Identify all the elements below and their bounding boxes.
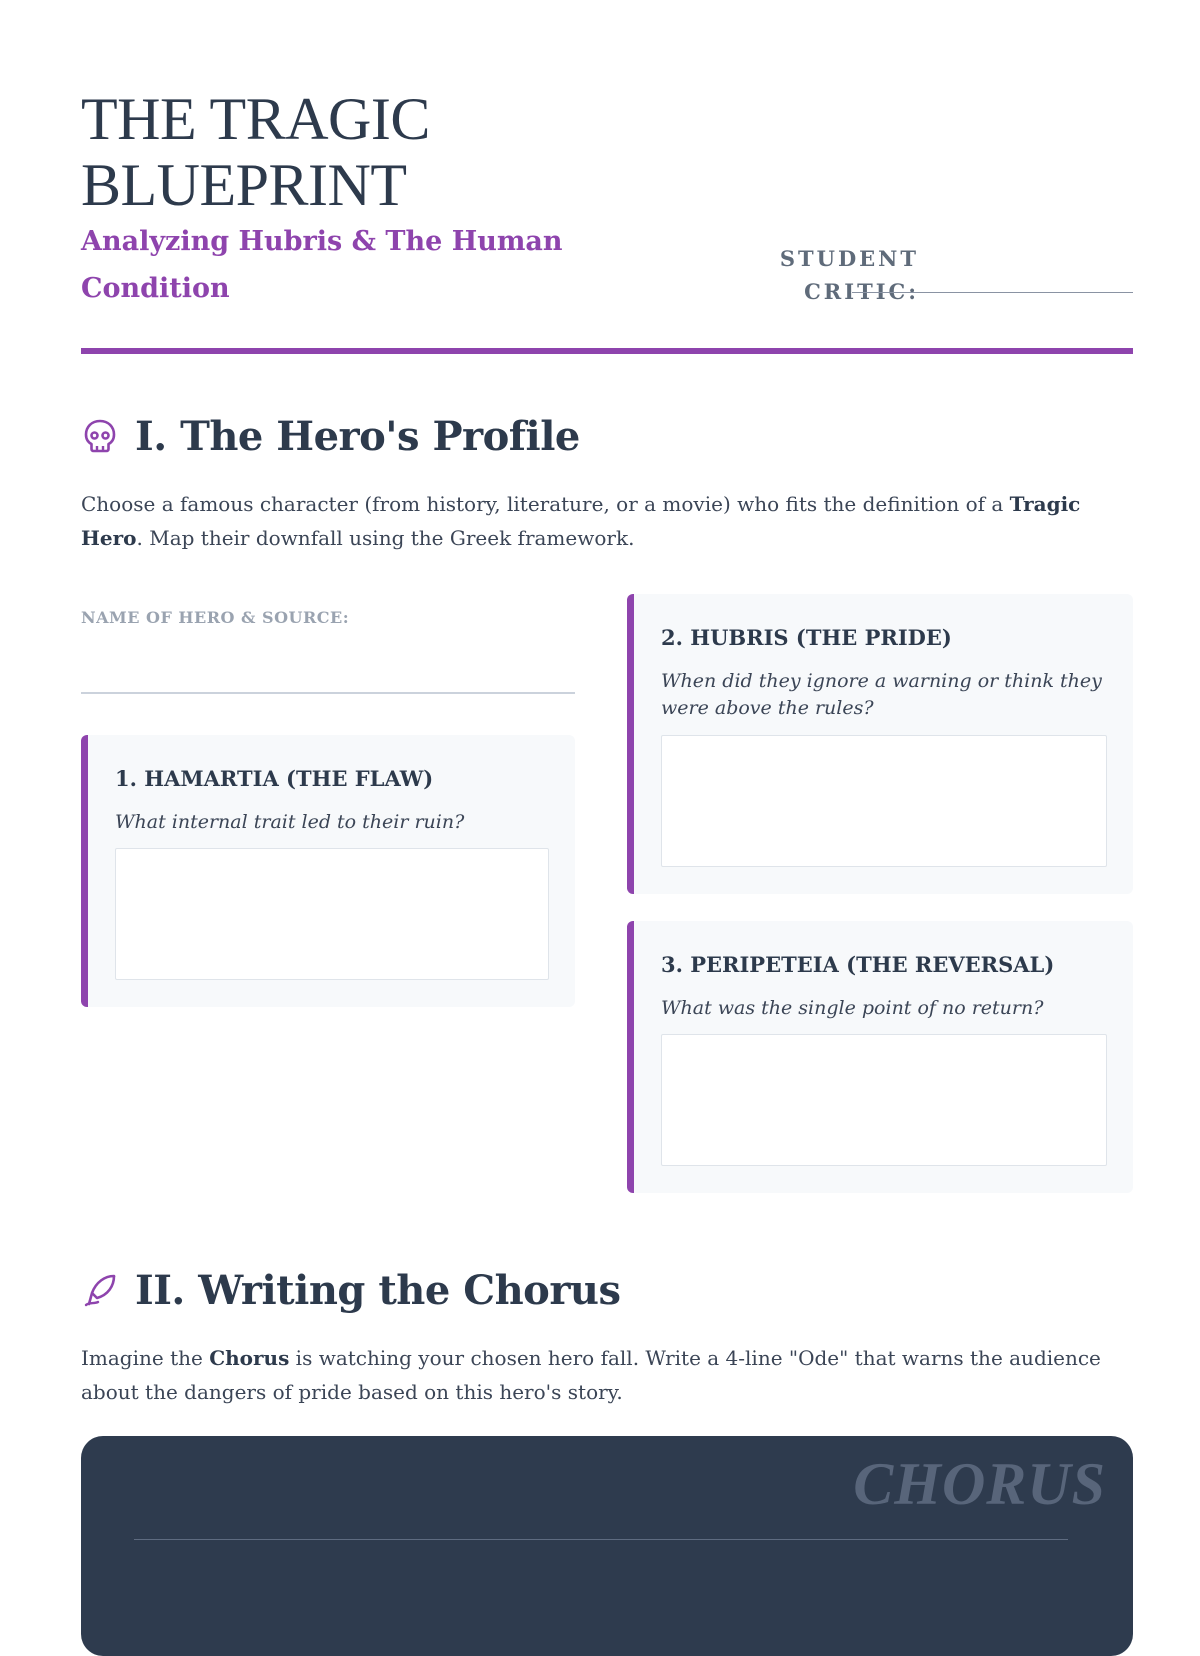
- feather-pen-icon: [81, 1271, 119, 1309]
- peripeteia-answer-box[interactable]: [661, 1034, 1107, 1166]
- section-2-title: II. Writing the Chorus: [135, 1266, 621, 1314]
- hamartia-card-prompt: What internal trait led to their ruin?: [115, 811, 465, 833]
- student-critic-field[interactable]: [852, 292, 1133, 293]
- section-2-intro-end: is watching your chosen hero fall. Write a 4-line "Ode" that warns the audience about the dangers of pride based on this hero's story.: [81, 1346, 1101, 1404]
- critic-label-line-1: STUDENT: [779, 246, 919, 271]
- section-1-intro-emphasis: Tragic Hero: [81, 492, 1081, 550]
- title-line-2: BLUEPRINT: [81, 152, 407, 218]
- hubris-card-title: 2. HUBRIS (THE PRIDE): [661, 625, 952, 650]
- title-line-1: THE TRAGIC: [81, 86, 430, 152]
- section-1-intro-end: . Map their downfall using the Greek framework.: [136, 526, 635, 550]
- chorus-watermark: CHORUS: [853, 1451, 1106, 1517]
- hamartia-card: [81, 735, 575, 1007]
- section-1-intro-start: Choose a famous character (from history, literature, or a movie) who fits the definition of a: [81, 492, 1010, 516]
- ode-line[interactable]: [134, 1539, 1068, 1540]
- student-critic-label: [681, 242, 919, 308]
- hero-name-field[interactable]: [81, 692, 575, 694]
- section-1-title: I. The Hero's Profile: [135, 412, 580, 460]
- header-divider: [81, 348, 1133, 354]
- section-1-intro: [81, 487, 1133, 555]
- section-2-intro-start: Imagine the: [81, 1346, 210, 1370]
- section-2-intro-emphasis: Chorus: [209, 1346, 290, 1370]
- hero-name-label: NAME OF HERO & SOURCE:: [81, 608, 350, 627]
- peripeteia-card: [627, 921, 1133, 1193]
- chorus-ode-box: [81, 1436, 1133, 1656]
- hubris-card: [627, 594, 1133, 894]
- section-2-heading: [81, 1265, 621, 1315]
- page-title: [81, 86, 601, 218]
- hamartia-answer-box[interactable]: [115, 848, 549, 980]
- page-subtitle: Analyzing Hubris & The Human Condition: [81, 226, 563, 304]
- critic-label-line-2: CRITIC:: [804, 279, 919, 304]
- section-1-heading: [81, 411, 580, 461]
- skull-icon: [81, 417, 119, 455]
- peripeteia-card-prompt: What was the single point of no return?: [661, 997, 1044, 1019]
- peripeteia-card-title: 3. PERIPETEIA (THE REVERSAL): [661, 952, 1055, 977]
- hubris-card-prompt: When did they ignore a warning or think they were above the rules?: [661, 670, 1102, 719]
- hubris-answer-box[interactable]: [661, 735, 1107, 867]
- hamartia-card-title: 1. HAMARTIA (THE FLAW): [115, 766, 434, 791]
- section-2-intro: [81, 1341, 1133, 1409]
